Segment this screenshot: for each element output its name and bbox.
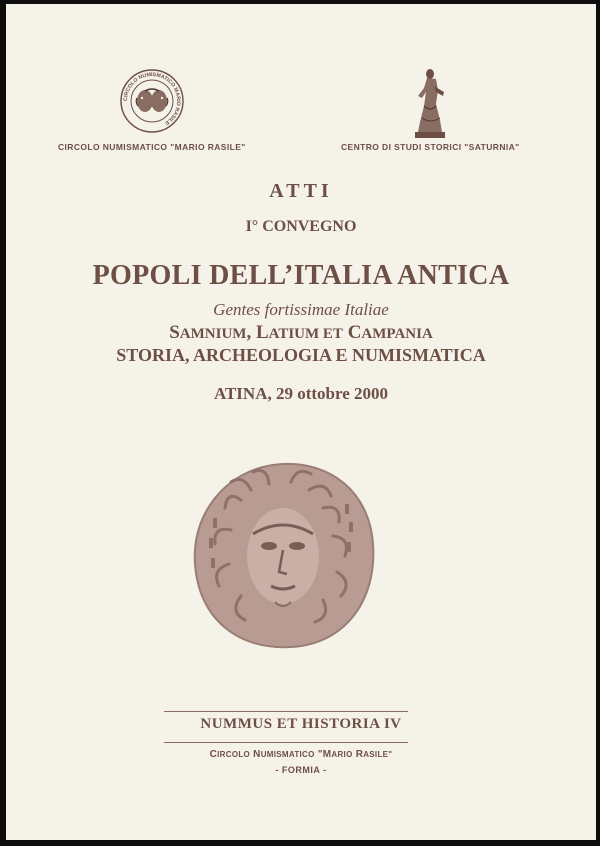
ancient-coin-head-icon xyxy=(191,460,377,650)
main-title: POPOLI DELL’ITALIA ANTICA xyxy=(92,260,510,291)
disciplines-line: STORIA, ARCHEOLOGIA E NUMISMATICA xyxy=(116,345,486,365)
publisher-name: CIRCOLO NUMISMATICO "MARIO RASILE" xyxy=(209,749,393,760)
atti-heading: ATTI xyxy=(269,180,333,202)
right-organization-name: CENTRO DI STUDI STORICI "SATURNIA" xyxy=(341,142,520,152)
series-title: NUMMUS ET HISTORIA IV xyxy=(200,716,402,732)
svg-text:CIRCOLO NUMISMATICO MARIO RASI: CIRCOLO NUMISMATICO MARIO RASILE xyxy=(122,71,182,126)
left-organization-name: CIRCOLO NUMISMATICO "MARIO RASILE" xyxy=(58,142,246,152)
book-cover xyxy=(6,4,596,840)
convegno-heading: I° CONVEGNO xyxy=(245,218,357,235)
latin-subtitle: Gentes fortissimae Italiae xyxy=(213,300,389,319)
divider-top xyxy=(164,711,408,712)
saturn-statue-icon xyxy=(410,66,450,142)
place-date: ATINA, 29 ottobre 2000 xyxy=(213,384,389,403)
publisher-city: - FORMIA - xyxy=(275,765,327,775)
divider-bottom xyxy=(164,742,408,743)
regions-line: SAMNIUM, LATIUM ET CAMPANIA xyxy=(169,322,433,343)
janus-head-seal-icon xyxy=(119,68,185,134)
